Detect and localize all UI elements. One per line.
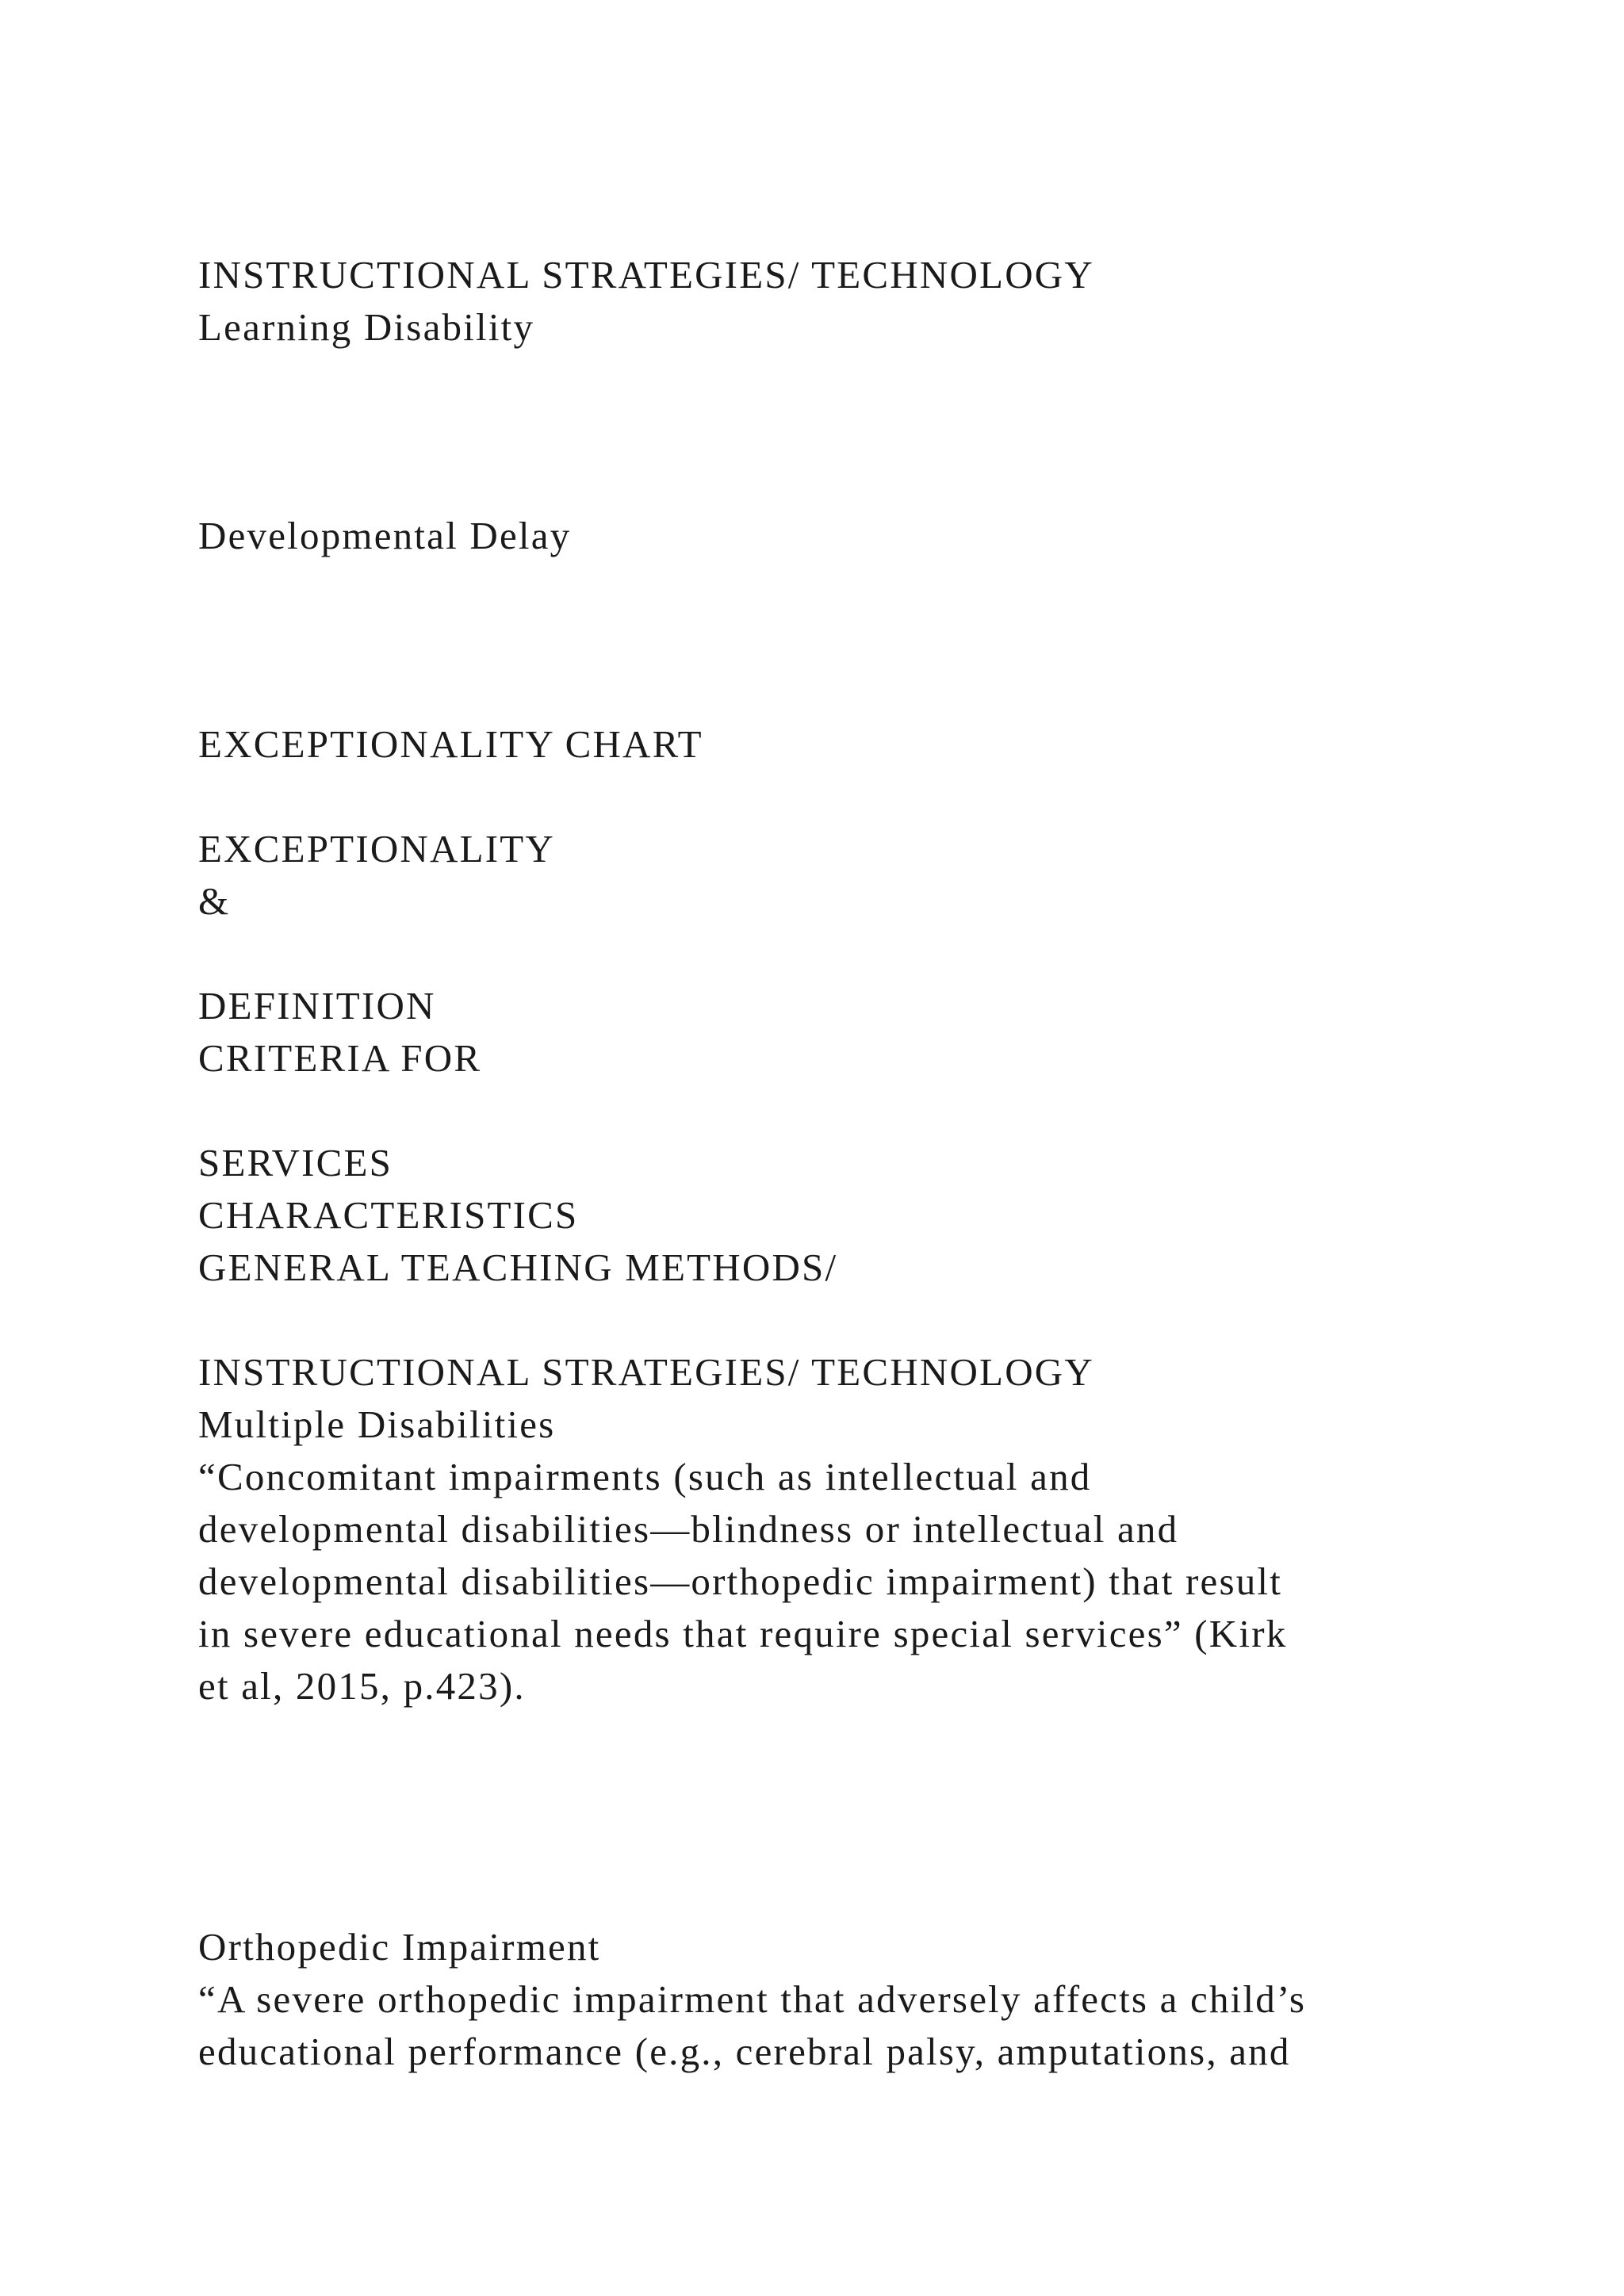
definition-multiple-disabilities-line-1: “Concomitant impairments (such as intellectual and (198, 1455, 1092, 1498)
row-label-multiple-disabilities: Multiple Disabilities (198, 1402, 556, 1446)
section-heading-instructional-strategies: INSTRUCTIONAL STRATEGIES/ TECHNOLOGY (198, 253, 1094, 297)
definition-multiple-disabilities-line-4: in severe educational needs that require special services” (Kirk (198, 1612, 1288, 1655)
column-header-services: SERVICES (198, 1141, 393, 1184)
row-label-developmental-delay: Developmental Delay (198, 514, 572, 557)
chart-title: EXCEPTIONALITY CHART (198, 722, 703, 766)
row-label-orthopedic-impairment: Orthopedic Impairment (198, 1925, 601, 1969)
definition-orthopedic-impairment-line-2: educational performance (e.g., cerebral palsy, amputations, and (198, 2030, 1291, 2073)
row-label-learning-disability: Learning Disability (198, 305, 535, 349)
definition-multiple-disabilities-line-2: developmental disabilities—blindness or intellectual and (198, 1507, 1179, 1551)
column-header-ampersand: & (198, 879, 231, 923)
column-header-general-teaching-methods: GENERAL TEACHING METHODS/ (198, 1246, 838, 1289)
definition-orthopedic-impairment-line-1: “A severe orthopedic impairment that adversely affects a child’s (198, 1977, 1307, 2021)
column-header-instructional-strategies: INSTRUCTIONAL STRATEGIES/ TECHNOLOGY (198, 1350, 1094, 1394)
column-header-definition: DEFINITION (198, 984, 436, 1027)
column-header-exceptionality: EXCEPTIONALITY (198, 827, 555, 871)
column-header-criteria-for: CRITERIA FOR (198, 1036, 482, 1080)
definition-multiple-disabilities-line-5: et al, 2015, p.423). (198, 1664, 526, 1708)
definition-multiple-disabilities-line-3: developmental disabilities—orthopedic impairment) that result (198, 1559, 1283, 1603)
column-header-characteristics: CHARACTERISTICS (198, 1193, 579, 1237)
